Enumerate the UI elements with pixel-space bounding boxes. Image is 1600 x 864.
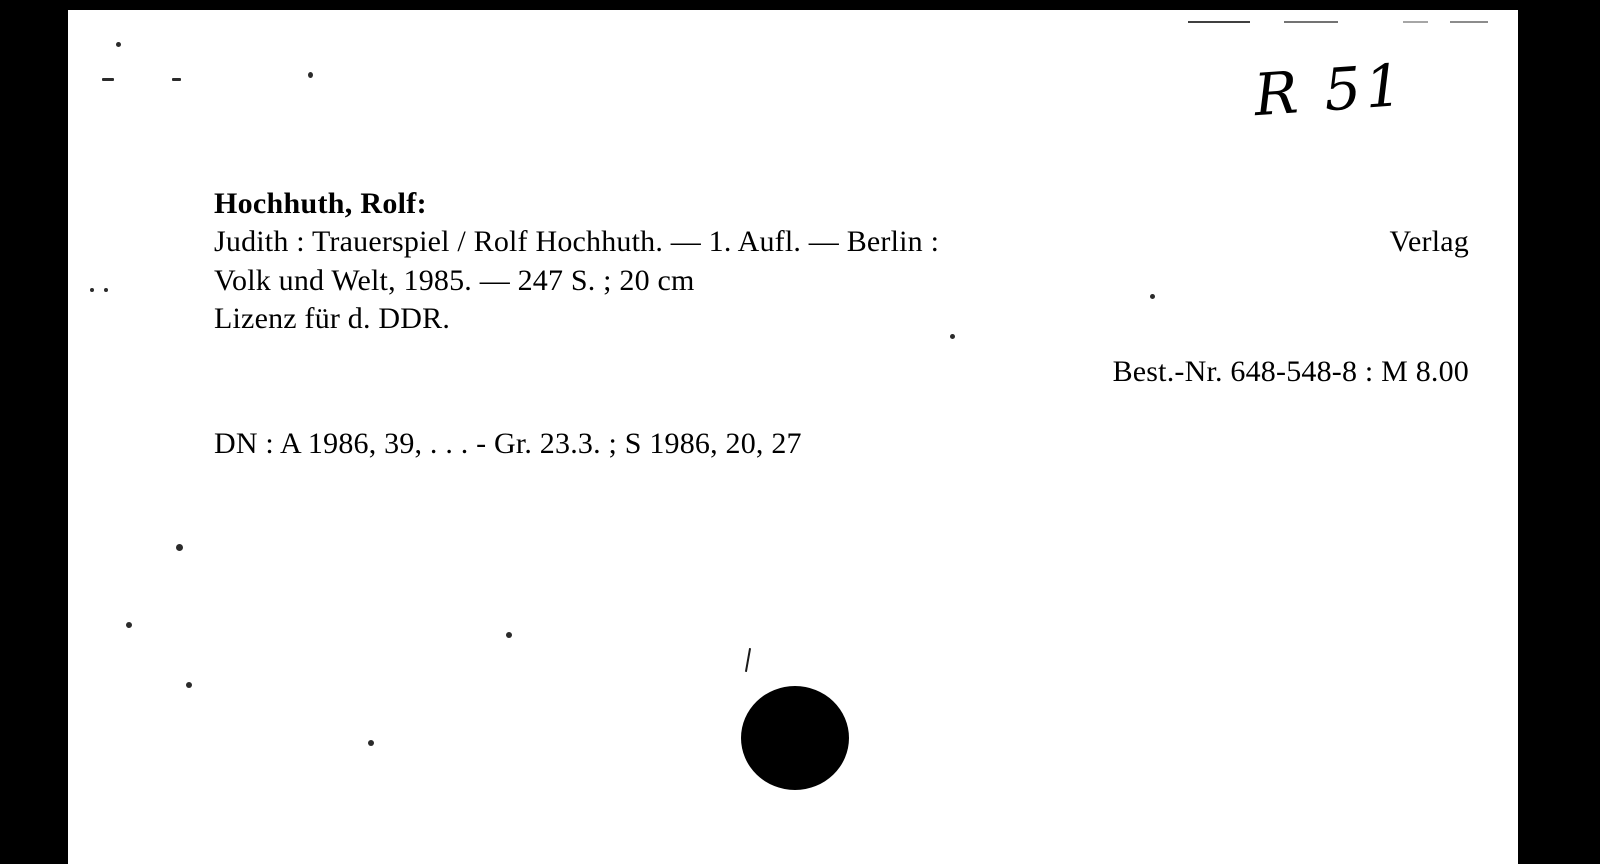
handwritten-shelfmark: R 51 bbox=[1251, 50, 1409, 130]
top-edge-rule bbox=[1188, 21, 1518, 23]
catalogue-card bbox=[68, 10, 1518, 864]
scan-speck bbox=[126, 622, 132, 628]
scan-speck bbox=[308, 72, 313, 78]
order-number-line: Best.-Nr. 648-548-8 : M 8.00 bbox=[1112, 354, 1469, 388]
title-statement-left: Judith : Trauerspiel / Rolf Hochhuth. — 1. Aufl. — Berlin : bbox=[214, 225, 940, 259]
licence-note-line: Lizenz für d. DDR. bbox=[214, 302, 451, 336]
title-statement-line bbox=[214, 223, 1469, 261]
scan-speck bbox=[172, 78, 181, 81]
reference-line: DN : A 1986, 39, . . . - Gr. 23.3. ; S 1986, 20, 27 bbox=[214, 426, 802, 460]
bibliographic-record bbox=[214, 186, 1484, 463]
scan-speck bbox=[186, 682, 192, 688]
scan-speck bbox=[102, 78, 114, 81]
pen-stroke-mark bbox=[745, 648, 751, 672]
scan-speck bbox=[1150, 294, 1155, 299]
scan-speck bbox=[950, 334, 955, 339]
scan-speck bbox=[506, 632, 512, 638]
scan-speck bbox=[104, 288, 108, 292]
scan-speck bbox=[116, 42, 121, 47]
title-statement-right: Verlag bbox=[1389, 225, 1469, 259]
author-heading: Hochhuth, Rolf: bbox=[214, 187, 427, 220]
imprint-line: Volk und Welt, 1985. — 247 S. ; 20 cm bbox=[214, 263, 695, 297]
ink-dot-mark bbox=[741, 686, 849, 790]
scan-speck bbox=[176, 544, 183, 551]
scan-speck bbox=[90, 288, 94, 292]
scan-speck bbox=[368, 740, 374, 746]
